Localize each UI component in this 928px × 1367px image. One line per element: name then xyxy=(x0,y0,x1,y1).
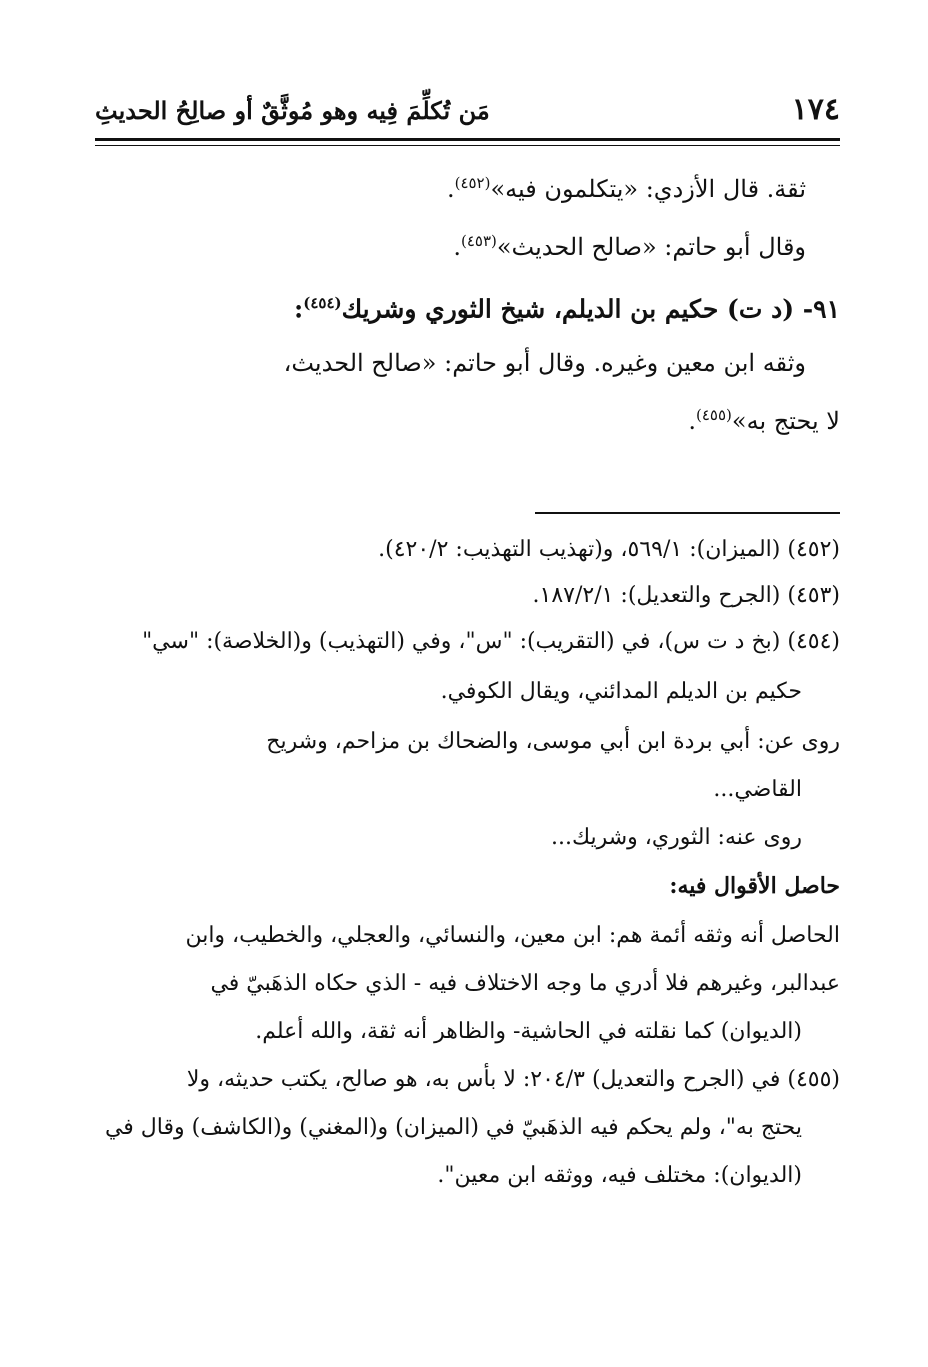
body-line: وثقه ابن معين وغيره. وقال أبو حاتم: «صالح الحديث، xyxy=(283,349,806,378)
header-rule-thin xyxy=(95,145,840,146)
footnote-454: (٤٥٤) (بخ د ت س)، في (التقريب): "س"، وفي (التهذيب) و(الخلاصة): "سي" xyxy=(142,629,840,654)
footnote-452: (٤٥٢) (الميزان): ٥٦٩/١، و(تهذيب التهذيب: ٤٢٠/٢). xyxy=(378,537,840,562)
footnote-line: حكيم بن الديلم المدائني، ويقال الكوفي. xyxy=(440,679,802,704)
footnote-separator xyxy=(535,512,840,514)
footnote-line: يحتج به"، ولم يحكم فيه الذهَبيّ في (الميزان) و(المغني) و(الكاشف) وقال في xyxy=(104,1115,802,1140)
footnote-ref[interactable]: (٤٥٢) xyxy=(454,174,491,192)
entry-heading: ٩١- (د ت) حكيم بن الديلم، شيخ الثوري وشريك$^{(٤٥٤)}$: xyxy=(293,294,840,324)
footnote-ref[interactable]: (٤٥٤) xyxy=(303,294,342,312)
footnote-ref[interactable]: (٤٥٣) xyxy=(460,232,497,250)
footnote-line: القاضي... xyxy=(713,777,802,802)
footnote-line: الحاصل أنه وثقه أئمة هم: ابن معين، والنسائي، والعجلي، والخطيب، وابن xyxy=(185,923,840,948)
page-number: ١٧٤ xyxy=(791,92,840,127)
footnote-455: (٤٥٥) في (الجرح والتعديل) ٢٠٤/٣: لا بأس به، هو صالح، يكتب حديثه، ولا xyxy=(186,1067,840,1092)
footnotes xyxy=(95,535,840,1191)
body-line: لا يحتج به»$^{(٤٥٥)}$. xyxy=(688,406,840,436)
main-text xyxy=(95,160,840,436)
page-header xyxy=(95,92,840,128)
footnote-453: (٤٥٣) (الجرح والتعديل): ١٨٧/٢/١. xyxy=(532,583,840,608)
footnote-line: عبدالبر، وغيرهم فلا أدري ما وجه الاختلاف فيه - الذي حكاه الذهَبيّ في xyxy=(210,971,840,996)
header-rule-thick xyxy=(95,138,840,141)
body-line: ثقة. قال الأزدي: «يتكلمون فيه»$^{(٤٥٢)}$. xyxy=(446,174,806,203)
footnote-subheading: حاصل الأقوال فيه: xyxy=(669,873,840,899)
footnote-line: روى عن: أبي بردة ابن أبي موسى، والضحاك بن مزاحم، وشريح xyxy=(266,729,840,754)
footnote-line: روى عنه: الثوري، وشريك... xyxy=(550,825,802,850)
running-title: مَن تُكلِّمَ فِيه وهو مُوثَّقٌ أو صالِحُ الحديثِ xyxy=(95,96,490,125)
footnote-line: (الديوان) كما نقلته في الحاشية- والظاهر أنه ثقة، والله أعلم. xyxy=(255,1019,802,1044)
footnote-ref[interactable]: (٤٥٥) xyxy=(696,406,732,425)
body-line: وقال أبو حاتم: «صالح الحديث»$^{(٤٥٣)}$. xyxy=(453,232,806,261)
footnote-line: (الديوان): مختلف فيه، ووثقه ابن معين". xyxy=(437,1163,802,1188)
